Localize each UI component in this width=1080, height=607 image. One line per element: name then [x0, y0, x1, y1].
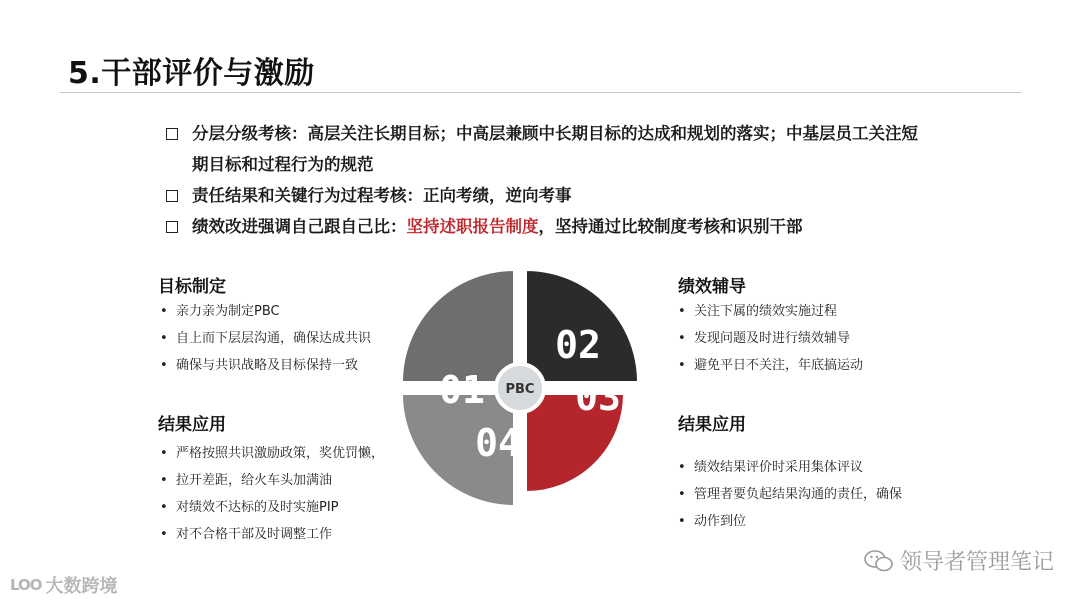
watermark-left-text: 大数跨境: [45, 576, 118, 597]
pbc-cycle-diagram: [390, 268, 650, 528]
checkbox-square-icon: [166, 128, 178, 140]
page-title: 5.干部评价与激励: [68, 56, 315, 91]
list-item: • 拉开差距，给火车头加满油: [158, 467, 403, 494]
list-item: • 对绩效不达标的及时实施PIP: [158, 494, 403, 521]
key-point-text: [192, 211, 926, 242]
list-item: • 自上而下层层沟通，确保达成共识: [158, 325, 398, 352]
goal-setting-list: [158, 298, 398, 379]
list-item: • 绩效结果评价时采用集体评议: [676, 454, 936, 481]
key-point-2: [166, 180, 926, 211]
key-point-highlight: 坚持述职报告制度: [406, 217, 539, 236]
pie-label-02: 02: [555, 323, 601, 367]
watermark-right: [864, 545, 1054, 576]
wechat-icon: [864, 550, 894, 572]
key-point-3: [166, 211, 926, 242]
list-item: • 对不合格干部及时调整工作: [158, 521, 403, 548]
key-point-pre: 绩效改进强调自己跟自己比：: [192, 217, 407, 236]
section-title-goal-setting: 目标制定: [158, 277, 226, 297]
checkbox-square-icon: [166, 221, 178, 233]
section-title-result-application-right: 结果应用: [678, 415, 746, 435]
list-item: • 严格按照共识激励政策，奖优罚懒，: [158, 440, 403, 467]
pie-center-label: PBC: [505, 382, 535, 397]
watermark-left: [10, 572, 118, 598]
title-divider: [60, 92, 1022, 93]
list-item: • 动作到位: [676, 508, 936, 535]
list-item: • 避免平日不关注，年底搞运动: [676, 352, 936, 379]
pie-label-04: 04: [475, 421, 521, 465]
list-item: • 发现问题及时进行绩效辅导: [676, 325, 936, 352]
pie-segment-01: [402, 270, 514, 382]
key-point-post: ，坚持通过比较制度考核和识别干部: [538, 217, 803, 236]
pie-label-03: 03: [575, 375, 621, 419]
checkbox-square-icon: [166, 190, 178, 202]
key-point-1: [166, 118, 926, 180]
pie-label-01: 01: [439, 368, 485, 412]
list-item: • 关注下属的绩效实施过程: [676, 298, 936, 325]
section-title-coaching: 绩效辅导: [678, 277, 746, 297]
coaching-list: [676, 298, 936, 379]
list-item: • 管理者要负起结果沟通的责任，确保: [676, 481, 936, 508]
key-points: [166, 118, 926, 242]
list-item: • 确保与共识战略及目标保持一致: [158, 352, 398, 379]
watermark-left-logo: LOO: [10, 576, 42, 594]
key-point-text: 责任结果和关键行为过程考核：正向考绩，逆向考事: [192, 186, 572, 205]
watermark-right-text: 领导者管理笔记: [899, 550, 1054, 575]
section-title-result-application-left: 结果应用: [158, 415, 226, 435]
key-point-text: 分层分级考核：高层关注长期目标；中高层兼顾中长期目标的达成和规划的落实；中基层员工关注短期目标和过程行为的规范: [192, 124, 918, 174]
list-item: • 亲力亲为制定PBC: [158, 298, 398, 325]
result-application-left-list: [158, 440, 403, 548]
result-application-right-list: [676, 454, 936, 535]
